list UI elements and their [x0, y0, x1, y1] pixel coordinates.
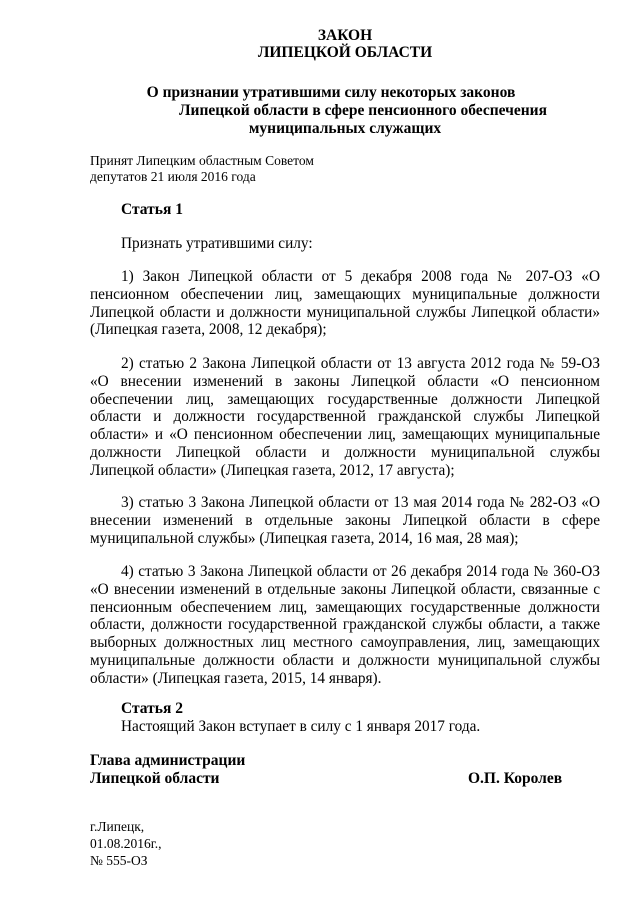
footer-date: 01.08.2016г., — [90, 836, 162, 851]
signatory-position — [90, 752, 245, 788]
title-line-1: ЗАКОН — [317, 27, 373, 44]
law-title — [90, 27, 600, 61]
adopted-line-1: Принят Липецким областным Советом — [90, 153, 314, 168]
subtitle-line-2: Липецкой области в сфере пенсионного обеспечения — [179, 102, 547, 119]
article2-heading: Статья 2 — [121, 700, 183, 717]
article1-heading: Статья 1 — [121, 201, 183, 218]
registration-info — [90, 818, 162, 869]
subtitle-line-3: муниципальных служащих — [248, 120, 442, 137]
article1-item-4: 4) статью 3 Закона Липецкой области от 26 декабря 2014 года № 360-ОЗ «О внесении изменений в отдельные законы Липецкой области, связанные с пенсионным обеспечением лиц, замещающих государственные должности области, должности государственной гражданской службы области, а также выборных должностных лиц местного самоуправления, лиц, замещающих муниципальные должности области и должности муниципальной службы области» (Липецкая газета, 2015, 14 января). — [90, 563, 600, 687]
article1-item-2: 2) статью 2 Закона Липецкой области от 13 августа 2012 года № 59-ОЗ «О внесении изменений в законы Липецкой области «О пенсионном обеспечении лиц, замещающих государственные должности Липецкой области и должности государственной гражданской службы Липецкой области» и «О пенсионном обеспечении лиц, замещающих муниципальные должности Липецкой области и должности муниципальной службы Липецкой области» (Липецкая газета, 2012, 17 августа); — [90, 355, 600, 479]
position-line-2: Липецкой области — [90, 770, 220, 787]
footer-city: г.Липецк, — [90, 819, 145, 834]
title-line-2: ЛИПЕЦКОЙ ОБЛАСТИ — [257, 44, 433, 61]
article1-item-3: 3) статью 3 Закона Липецкой области от 13 мая 2014 года № 282-ОЗ «О внесении изменений в отдельные законы Липецкой области в сфере муниципальной службы» (Липецкая газета, 2014, 16 мая, 28 мая); — [90, 494, 600, 547]
position-line-1: Глава администрации — [90, 752, 246, 769]
law-subtitle — [90, 84, 600, 138]
footer-number: № 555-ОЗ — [90, 853, 148, 868]
adoption-info — [90, 153, 390, 185]
signatory-name: О.П. Королев — [468, 770, 563, 787]
article1-intro: Признать утратившими силу: — [121, 235, 313, 252]
subtitle-line-1: О признании утратившими силу некоторых законов — [146, 84, 516, 101]
adopted-line-2: депутатов 21 июля 2016 года — [90, 169, 256, 184]
article2-text: Настоящий Закон вступает в силу с 1 января 2017 года. — [121, 718, 481, 735]
article1-item-1: 1) Закон Липецкой области от 5 декабря 2008 года № 207-ОЗ «О пенсионном обеспечении лиц, замещающих муниципальные должности Липецкой области и должности муниципальной службы Липецкой области» (Липецкая газета, 2008, 12 декабря); — [90, 268, 600, 339]
